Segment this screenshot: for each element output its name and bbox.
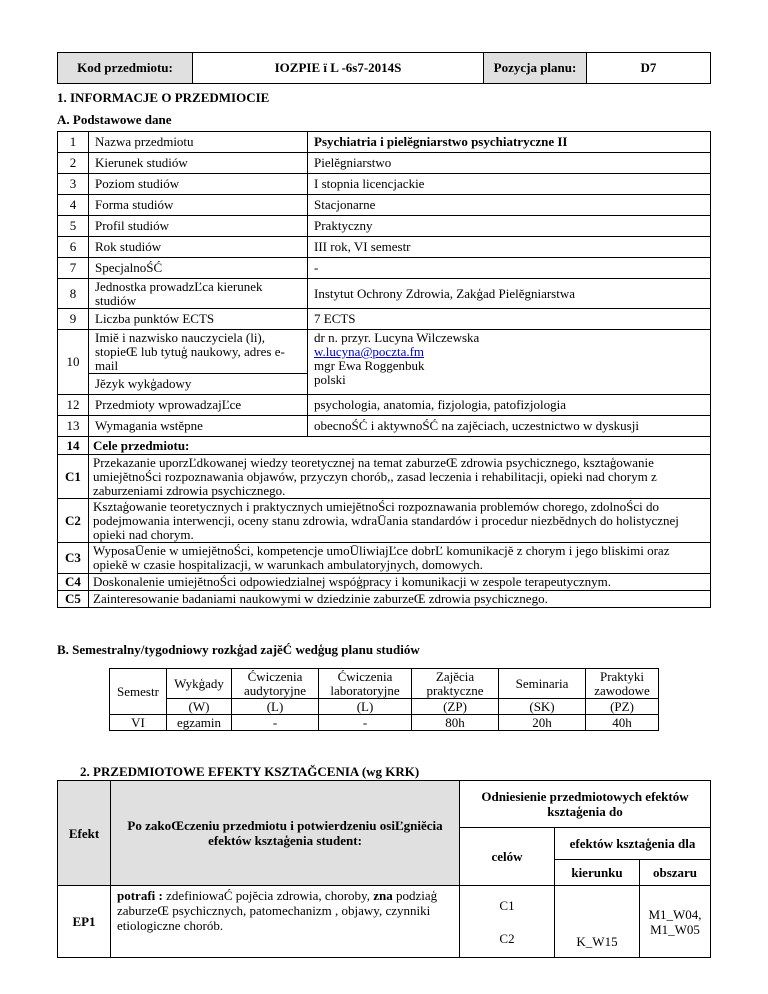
row-value: - — [308, 258, 711, 279]
effects-header-field: kierunku — [555, 860, 640, 886]
effect-text: zdefiniowaĆ pojĕcia zdrowia, choroby, — [162, 888, 374, 903]
table-row — [58, 499, 711, 543]
row-number: 3 — [58, 174, 89, 195]
schedule-header-seminars: Seminaria — [499, 669, 586, 699]
table-row — [58, 195, 711, 216]
table-row — [58, 455, 711, 499]
goal-text: Doskonalenie umiejĕtnoŚci odpowiedzialnej wspóģpracy i komunikacji w zespole terapeutycznym. — [89, 574, 711, 591]
row-value: 7 ECTS — [308, 309, 711, 330]
row-value: Pielĕgniarstwo — [308, 153, 711, 174]
row-value: Psychiatria i pielĕgniarstwo psychiatryczne II — [308, 132, 711, 153]
goal-id: C4 — [58, 574, 89, 591]
table-row — [58, 216, 711, 237]
row-value: I stopnia licencjackie — [308, 174, 711, 195]
table-row — [58, 543, 711, 574]
row-number: 12 — [58, 395, 89, 416]
schedule-value: egzamin — [167, 715, 232, 731]
effects-table — [57, 780, 711, 958]
row-label: Przedmioty wprowadzajĽce — [89, 395, 308, 416]
schedule-code: (L) — [232, 699, 319, 715]
course-header — [57, 52, 711, 84]
table-row — [58, 437, 711, 455]
row-label: SpecjalnoŚĆ — [89, 258, 308, 279]
schedule-code: (W) — [167, 699, 232, 715]
table-row — [58, 416, 711, 437]
row-number: 6 — [58, 237, 89, 258]
effect-goals — [460, 886, 555, 958]
row-label: Wymagania wstĕpne — [89, 416, 308, 437]
row-value: Praktyczny — [308, 216, 711, 237]
effect-text-2: podziaģ zaburzeŒ psychicznych, patomechanizm , objawy, czynniki etiologiczne chorób. — [117, 888, 438, 933]
row-number: 8 — [58, 279, 89, 309]
goal-text: Przekazanie uporzĽdkowanej wiedzy teoretycznej na temat zaburzeŒ zdrowia psychicznego, ksztaģowanie umiejĕtnoŚci rozpoznawania objawów, przyczyn chorób,, zasad leczenia i rehabilitacji, opieki nad chorym z zaburzeniami zdrowia psychicznego. — [89, 455, 711, 499]
row-label: Poziom studiów — [89, 174, 308, 195]
row-label: Nazwa przedmiotu — [89, 132, 308, 153]
row-number: 9 — [58, 309, 89, 330]
schedule-header-laboratory: Ćwiczenia laboratoryjne — [319, 669, 412, 699]
teacher-2: mgr Ewa Roggenbuk — [314, 358, 425, 373]
section-1-title: 1. INFORMACJE O PRZEDMIOCIE — [57, 90, 270, 105]
row-label: Jednostka prowadzĽca kierunek studiów — [89, 279, 308, 309]
row-number: 4 — [58, 195, 89, 216]
row-value: III rok, VI semestr — [308, 237, 711, 258]
table-row — [58, 395, 711, 416]
schedule-value: VI — [110, 715, 167, 731]
row-label: Kierunek studiów — [89, 153, 308, 174]
effects-header-goals: celów — [460, 828, 555, 886]
section-b-title: B. Semestralny/tygodniowy rozkģad zajĕĆ wedģug planu studiów — [57, 642, 420, 657]
schedule-header-semester: Semestr — [110, 669, 167, 715]
schedule-value: 20h — [499, 715, 586, 731]
table-row — [58, 153, 711, 174]
effects-header-effect: Efekt — [58, 781, 111, 886]
row-number: 5 — [58, 216, 89, 237]
effect-goal-2: C2 — [499, 930, 515, 946]
row-label: Liczba punktów ECTS — [89, 309, 308, 330]
effect-id: EP1 — [58, 886, 111, 958]
row-label: Forma studiów — [89, 195, 308, 216]
schedule-code: (ZP) — [412, 699, 499, 715]
goal-id: C5 — [58, 591, 89, 608]
row-value: Instytut Ochrony Zdrowia, Zakģad Pielĕgniarstwa — [308, 279, 711, 309]
row-label: Rok studiów — [89, 237, 308, 258]
goal-id: C1 — [58, 455, 89, 499]
schedule-header-internship: Praktyki zawodowe — [586, 669, 659, 699]
course-code-value: IOZPIE ï L -6s7-2014S — [193, 53, 484, 84]
table-row — [58, 574, 711, 591]
goals-number: 14 — [58, 437, 89, 455]
table-row — [58, 132, 711, 153]
effect-area — [640, 886, 711, 958]
effects-header-desc: Po zakoŒczeniu przedmiotu i potwierdzeniu osiĽgniĕcia efektów ksztaģenia student: — [111, 781, 460, 886]
goals-title: Cele przedmiotu: — [89, 437, 711, 455]
row-number: 13 — [58, 416, 89, 437]
schedule-header-auditory: Ćwiczenia audytoryjne — [232, 669, 319, 699]
plan-position-value: D7 — [587, 53, 711, 84]
table-row — [110, 699, 659, 715]
effect-goal-1: C1 — [499, 897, 515, 913]
table-row — [58, 781, 711, 828]
schedule-value: 40h — [586, 715, 659, 731]
goal-text: Ksztaģowanie teoretycznych i praktycznych umiejĕtnoŚci rozpoznawania problemów chorego, zdolnoŚci do podejmowania interwencji, oceny stanu zdrowia, wdraŪania standardów i procedur niezbĕdnych do holistycznej opieki nad chorym. — [89, 499, 711, 543]
table-row — [58, 237, 711, 258]
table-row — [110, 669, 659, 699]
plan-position-label: Pozycja planu: — [484, 53, 587, 84]
schedule-code: (L) — [319, 699, 412, 715]
teacher-email-link[interactable]: w.lucyna@poczta.fm — [314, 344, 425, 359]
course-code-label: Kod przedmiotu: — [58, 53, 193, 84]
effects-header-ref: Odniesienie przedmiotowych efektów ksztaģenia do — [460, 781, 711, 828]
table-row — [58, 258, 711, 279]
schedule-value: - — [232, 715, 319, 731]
table-row — [58, 591, 711, 608]
table-row — [58, 174, 711, 195]
effect-lead: potrafi : — [117, 888, 163, 903]
row-number: 2 — [58, 153, 89, 174]
goal-id: C2 — [58, 499, 89, 543]
teacher-1: dr n. przyr. Lucyna Wilczewska — [314, 330, 480, 345]
row-label: Imiĕ i nazwisko nauczyciela (li), stopieŒ lub tytuģ naukowy, adres e-mail — [89, 330, 308, 374]
row-value-teachers — [308, 330, 711, 395]
row-number: 7 — [58, 258, 89, 279]
schedule-table — [109, 668, 659, 731]
goals-table — [57, 436, 711, 608]
row-label: Jĕzyk wykģadowy — [89, 374, 308, 395]
table-row — [58, 886, 711, 958]
goal-id: C3 — [58, 543, 89, 574]
effect-area-2: M1_W05 — [650, 921, 700, 937]
schedule-header-practical: Zajĕcia praktyczne — [412, 669, 499, 699]
table-row — [58, 330, 711, 374]
schedule-value: 80h — [412, 715, 499, 731]
goal-text: Zainteresowanie badaniami naukowymi w dziedzinie zaburzeŒ zdrowia psychicznego. — [89, 591, 711, 608]
section-2-title: 2. PRZEDMIOTOWE EFEKTY KSZTAĞCENIA (wg KRK) — [80, 764, 420, 779]
goal-text: WyposaŪenie w umiejĕtnoŚci, kompetencje umoŪliwiajĽce dobrĽ komunikacjĕ z chorym i jego bliskimi oraz opiekĕ w czasie hospitalizacji, w warunkach ambulatoryjnych, domowych. — [89, 543, 711, 574]
effect-description — [111, 886, 460, 958]
effects-header-for: efektów ksztaģenia dla — [555, 828, 711, 860]
schedule-code: (PZ) — [586, 699, 659, 715]
effect-field: K_W15 — [555, 886, 640, 958]
section-a-title: A. Podstawowe dane — [57, 112, 172, 127]
table-row — [110, 715, 659, 731]
schedule-header-lectures: Wykģady — [167, 669, 232, 699]
language-value: polski — [314, 372, 346, 387]
effect-lead-2: zna — [373, 888, 393, 903]
effects-header-area: obszaru — [640, 860, 711, 886]
row-value: obecnoŚĆ i aktywnoŚĆ na zajĕciach, uczestnictwo w dyskusji — [308, 416, 711, 437]
row-value: Stacjonarne — [308, 195, 711, 216]
row-number: 1 — [58, 132, 89, 153]
table-row — [58, 279, 711, 309]
table-row — [58, 309, 711, 330]
basic-data-table — [57, 131, 711, 437]
schedule-value: - — [319, 715, 412, 731]
schedule-code: (SK) — [499, 699, 586, 715]
effect-area-1: M1_W04, — [648, 906, 702, 922]
row-value: psychologia, anatomia, fizjologia, patofizjologia — [308, 395, 711, 416]
row-number: 10 — [58, 330, 89, 395]
row-label: Profil studiów — [89, 216, 308, 237]
